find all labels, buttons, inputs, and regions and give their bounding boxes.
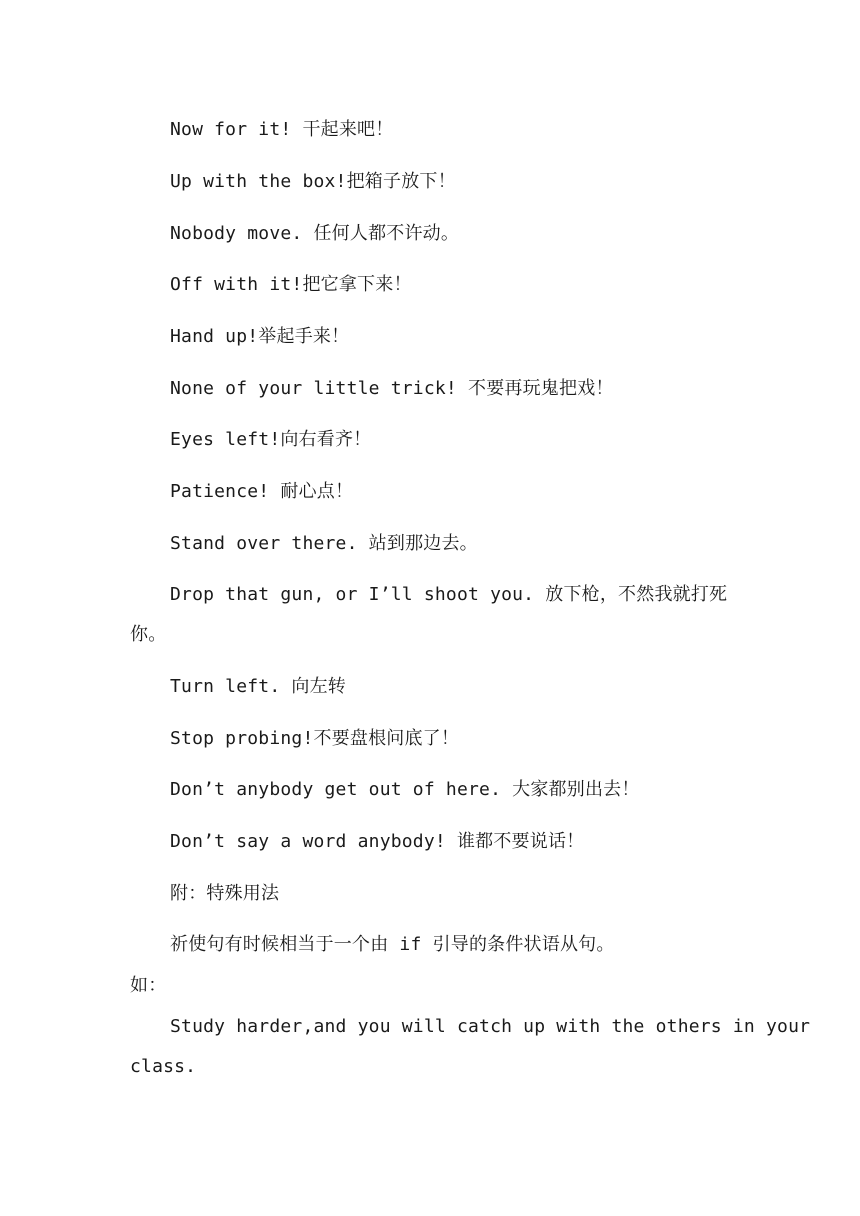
text-line: Off with it!把它拿下来！ [170, 274, 412, 295]
text-line: Don’t say a word anybody! 谁都不要说话！ [170, 831, 585, 852]
text-line: Up with the box!把箱子放下！ [170, 171, 456, 192]
text-line: Stand over there. 站到那边去。 [170, 533, 478, 554]
section-heading: 附：特殊用法 [170, 883, 280, 904]
text-line: 如： [130, 975, 167, 996]
text-line: Nobody move. 任何人都不许动。 [170, 223, 460, 244]
text-line: Eyes left!向右看齐！ [170, 429, 372, 450]
text-line: Drop that gun, or I’ll shoot you. 放下枪，不然我就打死 [170, 584, 728, 605]
text-line: Turn left. 向左转 [170, 676, 347, 697]
text-line: Study harder,and you will catch up with the others in your [170, 1016, 811, 1037]
text-line: class. [130, 1056, 197, 1077]
text-line: Stop probing!不要盘根问底了！ [170, 728, 460, 749]
text-line: Hand up!举起手来！ [170, 326, 350, 347]
text-line: Patience! 耐心点！ [170, 481, 354, 502]
text-line: 祈使句有时候相当于一个由 if 引导的条件状语从句。 [170, 934, 615, 955]
text-line: 你。 [130, 624, 167, 645]
text-line: Now for it! 干起来吧！ [170, 119, 394, 140]
text-line: None of your little trick! 不要再玩鬼把戏！ [170, 378, 614, 399]
text-line: Don’t anybody get out of here. 大家都别出去！ [170, 779, 640, 800]
